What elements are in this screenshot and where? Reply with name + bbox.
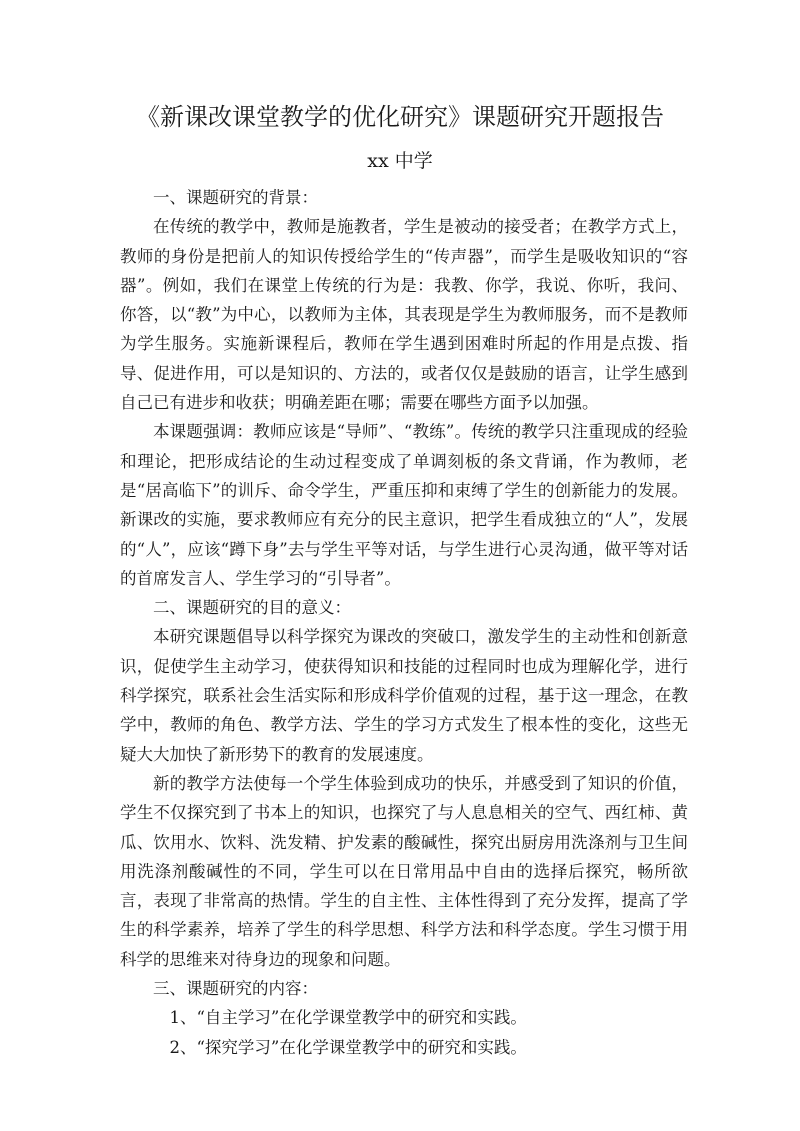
section-2-paragraph-1: 本研究课题倡导以科学探究为课改的突破口，激发学生的主动性和创新意识，促使学生主动学习，使获得知识和技能的过程同时也成为理解化学，进行科学探究，联系社会生活实际和形成科学价值观的过程，基于这一理念，在教学中，教师的角色、教学方法、学生的学习方式发生了根本性的变化，这些无疑大大加快了新形势下的教育的发展速度。 [120,627,688,764]
section-3-item-1: 1、“自主学习”在化学课堂教学中的研究和实践。 [169,1008,527,1028]
section-2-paragraph-2: 新的教学方法使每一个学生体验到成功的快乐，并感受到了知识的价值，学生不仅探究到了书本上的知识，也探究了与人息息相关的空气、西红柿、黄瓜、饮用水、饮料、洗发精、护发素的酸碱性，探究出厨房用洗涤剂与卫生间用洗涤剂酸碱性的不同，学生可以在日常用品中自由的选择后探究，畅所欲言，表现了非常高的热情。学生的自主性、主体性得到了充分发挥，提高了学生的科学素养，培养了学生的科学思想、科学方法和科学态度。学生习惯于用科学的思维来对待身边的现象和问题。 [120,773,688,969]
document-title: 《新课改课堂教学的优化研究》课题研究开题报告 [136,103,664,131]
section-2-heading: 二、课题研究的目的意义： [153,598,351,618]
section-3-item-2: 2、“探究学习”在化学课堂教学中的研究和实践。 [169,1037,527,1057]
school-name: xx 中学 [367,150,433,172]
section-1-paragraph-2: 本课题强调：教师应该是“导师”、“教练”。传统的教学只注重现成的经验和理论，把形成结论的生动过程变成了单调刻板的条文背诵，作为教师，老是“居高临下”的训斥、命令学生，严重压抑和束缚了学生的创新能力的发展。新课改的实施，要求教师应有充分的民主意识，把学生看成独立的“人”，发展的“人”，应该“蹲下身”去与学生平等对话，与学生进行心灵沟通，做平等对话的首席发言人、学生学习的“引导者”。 [120,422,688,588]
document-body [120,183,688,1062]
section-3-heading: 三、课题研究的内容： [153,979,318,999]
section-1-paragraph-1: 在传统的教学中，教师是施教者，学生是被动的接受者；在教学方式上，教师的身份是把前人的知识传授给学生的“传声器”，而学生是吸收知识的“容器”。例如，我们在课堂上传统的行为是：我教、你学，我说、你听，我问、你答，以“教”为中心，以教师为主体，其表现是学生为教师服务，而不是教师为学生服务。实施新课程后，教师在学生遇到困难时所起的作用是点拨、指导、促进作用，可以是知识的、方法的，或者仅仅是鼓励的语言，让学生感到自己已有进步和收获；明确差距在哪；需要在哪些方面予以加强。 [120,217,688,413]
section-1-heading: 一、课题研究的背景： [153,188,318,207]
